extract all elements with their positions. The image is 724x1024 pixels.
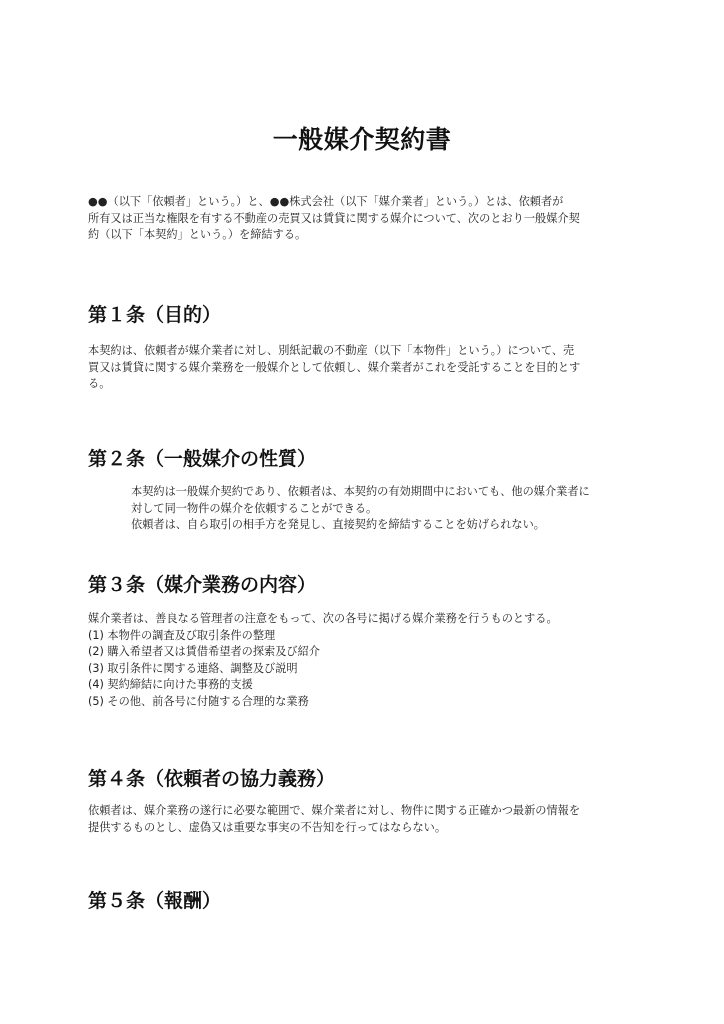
article-line: 依頼者は、媒介業務の遂行に必要な範囲で、媒介業者に対し、物件に関する正確かつ最新の情報を [88,804,581,817]
article-line: 依頼者は、自ら取引の相手方を発見し、直接契約を締結することを妨げられない。 [131,518,545,531]
article-3-body [88,611,638,710]
article-line: 本契約は一般媒介契約であり、依頼者は、本契約の有効期間中においても、他の媒介業者に [131,485,590,498]
article-4-body [88,803,638,836]
article-1-heading: 第１条（目的） [88,304,222,326]
article-line: 提供するものとし、虚偽又は重要な事実の不告知を行ってはならない。 [88,820,447,834]
list-item: (1) 本物件の調査及び取引条件の整理 [88,628,276,642]
article-5-heading: 第５条（報酬） [88,890,222,912]
article-line: 買又は賃貸に関する媒介業務を一般媒介として依頼し、媒介業者がこれを受託することを目的とす [88,360,581,374]
preamble-line: 約（以下「本契約」という。）を締結する。 [88,228,307,241]
article-2-heading: 第２条（一般媒介の性質） [88,448,317,470]
article-line: 本契約は、依頼者が媒介業者に対し、別紙記載の不動産（以下「本物件」という。）について、売 [88,344,575,357]
article-line: 媒介業者は、善良なる管理者の注意をもって、次の各号に掲げる媒介業務を行うものとする。 [88,612,558,625]
article-2-body [131,484,641,534]
article-line: 対して同一物件の媒介を依頼することができる。 [131,501,378,515]
document-title: 一般媒介契約書 [272,125,452,154]
list-item: (5) その他、前各号に付随する合理的な業務 [88,694,309,708]
article-1-body [88,343,638,393]
preamble-line: 所有又は正当な権限を有する不動産の売買又は賃貸に関する媒介について、次のとおり一般媒介契 [88,211,580,225]
list-item: (3) 取引条件に関する連絡、調整及び説明 [88,661,298,675]
preamble-paragraph [88,194,638,244]
preamble-line: ●●（以下「依頼者」という。）と、●●株式会社（以下「媒介業者」という。）とは、依頼者が [88,195,564,208]
list-item: (4) 契約締結に向けた事務的支援 [88,678,253,691]
article-4-heading: 第４条（依頼者の協力義務） [88,768,336,790]
article-3-heading: 第３条（媒介業務の内容） [88,574,317,596]
list-item: (2) 購入希望者又は賃借希望者の探索及び紹介 [88,645,320,658]
article-line: る。 [88,377,111,390]
